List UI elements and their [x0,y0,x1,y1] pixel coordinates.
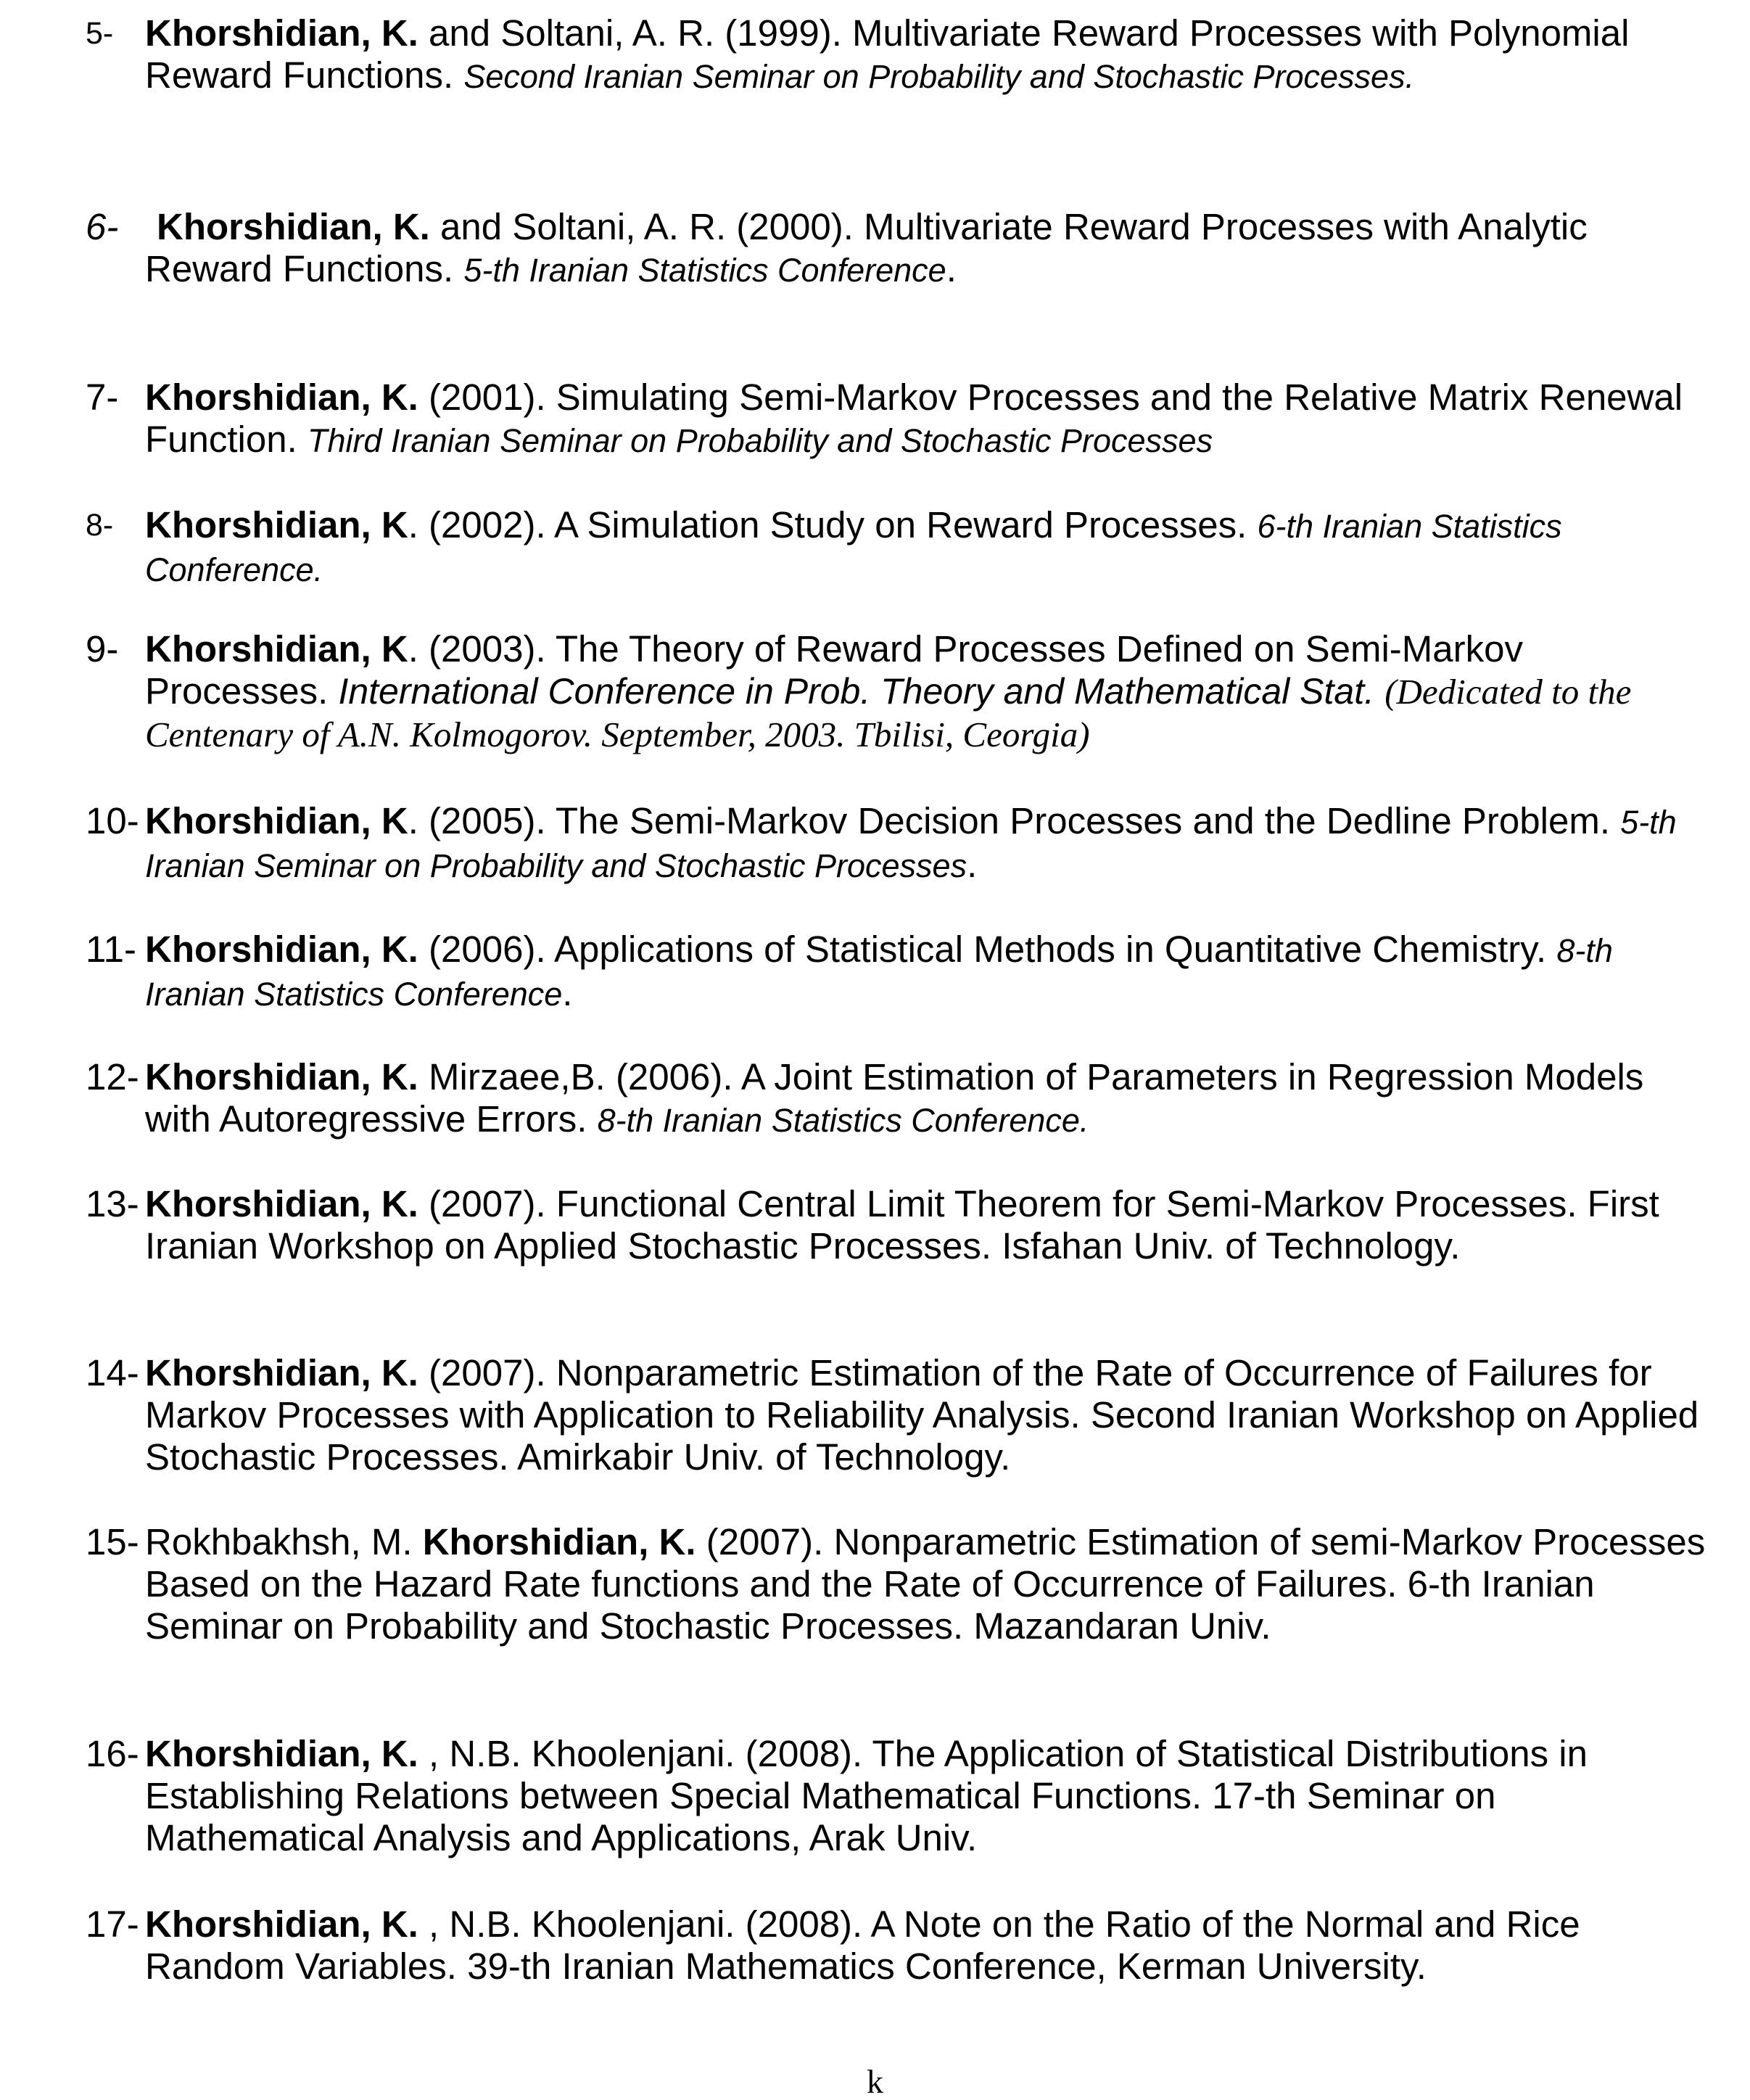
reference-author: Khorshidian, K. [145,1056,418,1098]
reference-author: Khorshidian, K. [422,1521,696,1562]
reference-text: Khorshidian, K. (2007). Nonparametric Estimation of the Rate of Occurrence of Failures for Markov Processes with Application to Reliability Analysis. Second Iranian Workshop on Applied Stochastic Processes. Amirkabir Univ. of Technology. [145,1352,1699,1478]
reference-author: Khorshidian, K. [157,206,430,247]
reference-author: Khorshidian, K. [145,1903,418,1945]
reference-item-7 [86,376,1710,462]
reference-number: 15- [86,1521,139,1562]
reference-item-9 [86,628,1710,756]
reference-venue: 5-th Iranian Statistics Conference [463,252,946,289]
reference-number: 11- [86,928,136,970]
reference-number: 14- [86,1352,139,1393]
reference-text: Khorshidian, K. Mirzaee,B. (2006). A Joint Estimation of Parameters in Regression Models with Autoregressive Errors. 8-th Iranian Statistics Conference. [145,1056,1644,1140]
reference-author: Khorshidian, K. [145,928,418,970]
reference-text: Khorshidian, K. (2001). Simulating Semi-Markov Processes and the Relative Matrix Renewal Function. Third Iranian Seminar on Probability and Stochastic Processes [145,376,1683,460]
reference-number: 12- [86,1056,139,1098]
reference-author: Khorshidian, K. [145,1733,418,1774]
reference-number: 17- [86,1903,139,1945]
reference-text: Khorshidian, K. (2005). The Semi-Markov Decision Processes and the Dedline Problem. 5-th Iranian Seminar on Probability and Stochastic Processes. [145,800,1677,885]
reference-number: 16- [86,1733,139,1774]
reference-number: 13- [86,1183,139,1224]
reference-item-10 [86,800,1710,887]
reference-author: Khorshidian, K [145,504,408,545]
reference-item-15 [86,1521,1710,1649]
reference-item-16 [86,1733,1710,1861]
reference-author: Khorshidian, K. [145,1352,418,1393]
reference-item-13 [86,1183,1710,1269]
reference-author: Khorshidian, K. [145,1183,418,1224]
reference-text: Khorshidian, K. , N.B. Khoolenjani. (2008). A Note on the Ratio of the Normal and Rice Random Variables. 39-th Iranian Mathematics Conference, Kerman University. [145,1903,1580,1987]
reference-item-11 [86,928,1710,1016]
reference-author: Khorshidian, K. [145,12,418,54]
reference-author: Khorshidian, K. [145,376,418,418]
reference-venue: 6-th Iranian Statistics Conference. [145,508,1562,588]
reference-item-8 [86,504,1710,591]
reference-author: Khorshidian, K [145,628,408,670]
reference-item-12 [86,1056,1710,1142]
reference-text: Khorshidian, K. (2006). Applications of Statistical Methods in Quantitative Chemistry. 8-th Iranian Statistics Conference. [145,928,1613,1013]
reference-number: 9- [86,628,119,670]
reference-text: Khorshidian, K. and Soltani, A. R. (2000). Multivariate Reward Processes with Analytic Reward Functions. 5-th Iranian Statistics Conference. [145,206,1588,289]
reference-coauthor: Rokhbakhsh, M. [145,1521,423,1562]
reference-number: 6- [86,206,119,247]
reference-item-5 [86,12,1710,98]
reference-venue: 8-th Iranian Statistics Conference. [597,1102,1089,1139]
reference-item-14 [86,1352,1710,1480]
reference-venue: 5-th Iranian Seminar on Probability and Stochastic Processes [145,804,1677,884]
reference-text: Khorshidian, K. (2007). Functional Central Limit Theorem for Semi-Markov Processes. First Iranian Workshop on Applied Stochastic Processes. Isfahan Univ. of Technology. [145,1183,1659,1267]
reference-number: 8- [86,508,114,543]
reference-item-6 [86,206,1710,292]
reference-number: 7- [86,376,119,418]
reference-number: 5- [86,16,114,51]
reference-text: Khorshidian, K. , N.B. Khoolenjani. (2008). The Application of Statistical Distributions in Establishing Relations between Special Mathematical Functions. 17-th Seminar on Mathematical Analysis and Applications, Arak Univ. [145,1733,1588,1858]
reference-venue: 8-th Iranian Statistics Conference [145,932,1613,1013]
reference-text: Khorshidian, K. and Soltani, A. R. (1999). Multivariate Reward Processes with Polynomial Reward Functions. Second Iranian Seminar on Probability and Stochastic Processes. [145,12,1630,96]
page-mark: k [867,2063,883,2100]
reference-note: (Dedicated to the Centenary of A.N. Kolmogorov. September, 2003. Tbilisi, Ceorgia) [145,672,1632,754]
reference-text: Khorshidian, K. (2002). A Simulation Study on Reward Processes. 6-th Iranian Statistics Conference. [145,504,1562,588]
reference-item-17 [86,1903,1710,1989]
reference-venue: International Conference in Prob. Theory and Mathematical Stat. [338,671,1375,712]
reference-venue: Second Iranian Seminar on Probability and Stochastic Processes. [463,58,1415,95]
reference-author: Khorshidian, K [145,800,408,841]
reference-number: 10- [86,800,139,841]
reference-text: Khorshidian, K. (2003). The Theory of Reward Processes Defined on Semi-Markov Processes. International Conference in Prob. Theory and Mathematical Stat. (Dedicated to the Centenary of A.N. Kolmogorov. September, 2003. Tbilisi, Ceorgia) [145,628,1632,754]
reference-text: Rokhbakhsh, M. Khorshidian, K. (2007). Nonparametric Estimation of semi-Markov Processes Based on the Hazard Rate functions and the Rate of Occurrence of Failures. 6-th Iranian Seminar on Probability and Stochastic Processes. Mazandaran Univ. [145,1521,1706,1647]
reference-venue: Third Iranian Seminar on Probability and Stochastic Processes [307,422,1213,459]
